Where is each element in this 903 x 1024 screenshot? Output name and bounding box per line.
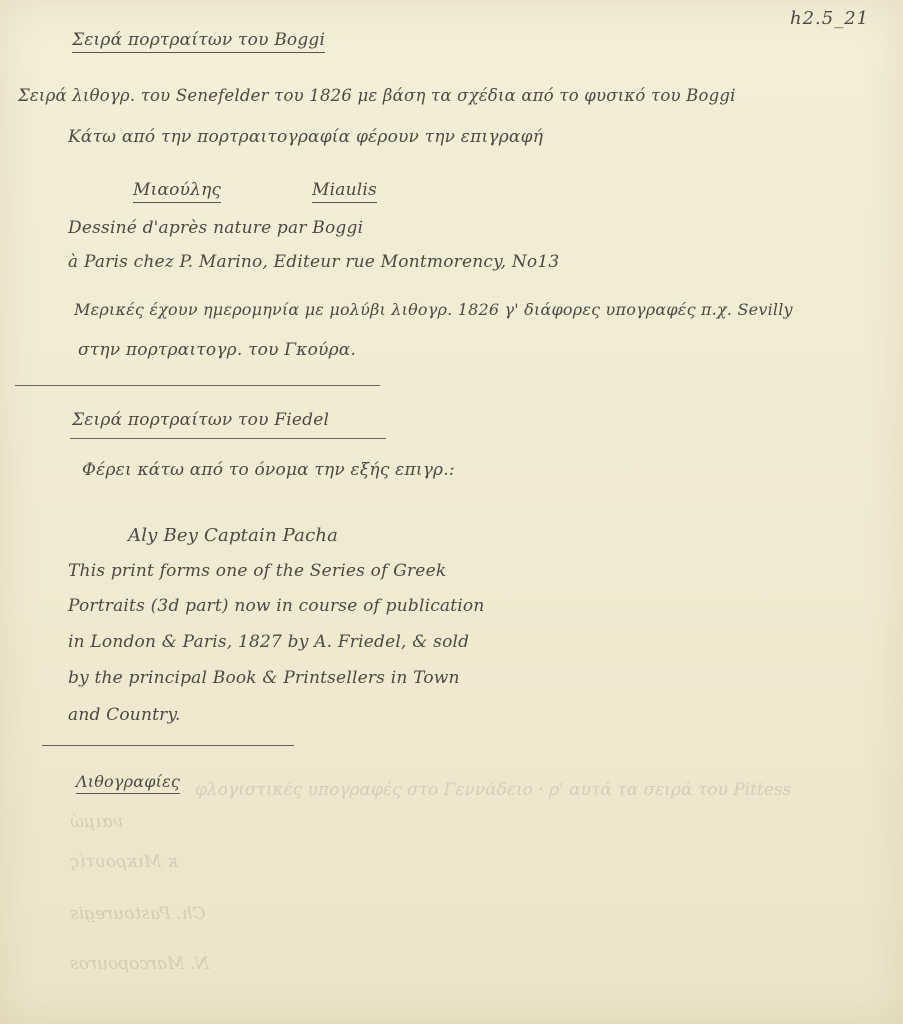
inscription-line5: and Country.: [68, 705, 181, 725]
section1-line2: Κάτω από την πορτραιτογραφία φέρουν την επιγραφή: [68, 127, 544, 147]
inscription-line1: This print forms one of the Series of Greek: [68, 561, 447, 581]
bleed-through-line: Ch. Pastouregis: [70, 904, 206, 924]
name-latin: Miaulis: [312, 180, 377, 203]
name-greek: Μιαούλης: [133, 180, 221, 203]
bleed-through-line: φλογιστικές υπογραφές στο Γεννάδειο · ρ' αυτά τα σειρά του Pittess: [195, 780, 792, 800]
reference-number: h2.5_21: [790, 8, 870, 29]
section1-note1: Μερικές έχουν ημερομηνία με μολύβι λιθογρ. 1826 γ' διάφορες υπογραφές π.χ. Sevilly: [74, 300, 793, 319]
portrait-name: Aly Bey Captain Pacha: [128, 525, 339, 546]
section2-heading: Σειρά πορτραίτων του Fiedel: [72, 410, 330, 430]
divider-1: [15, 385, 380, 386]
divider-2: [42, 745, 294, 746]
inscription-line4: by the principal Book & Printsellers in Town: [68, 668, 460, 688]
bleed-through-line: N. Marcopouros: [70, 954, 210, 974]
bleed-through-line: ναιμώ: [70, 812, 124, 832]
inscription-line2: Portraits (3d part) now in course of publication: [68, 596, 485, 616]
section1-note2: στην πορτραιτογρ. του Γκούρα.: [78, 340, 357, 360]
section3-heading: Λιθογραφίες: [76, 772, 180, 794]
section2-heading-underline: [70, 438, 386, 439]
caption-line1: Dessiné d'après nature par Boggi: [68, 218, 364, 238]
caption-line2: à Paris chez P. Marino, Editeur rue Montmorency, No13: [68, 252, 560, 272]
section1-heading: Σειρά πορτραίτων του Boggi: [72, 30, 325, 53]
section1-line1: Σειρά λιθογρ. του Senefelder του 1826 με βάση τα σχέδια από το φυσικό του Boggi: [18, 86, 736, 105]
bleed-through-line: κ Μικρουτίς: [70, 852, 178, 872]
section2-line1: Φέρει κάτω από το όνομα την εξής επιγρ.:: [82, 460, 455, 480]
inscription-line3: in London & Paris, 1827 by A. Friedel, & sold: [68, 632, 470, 652]
